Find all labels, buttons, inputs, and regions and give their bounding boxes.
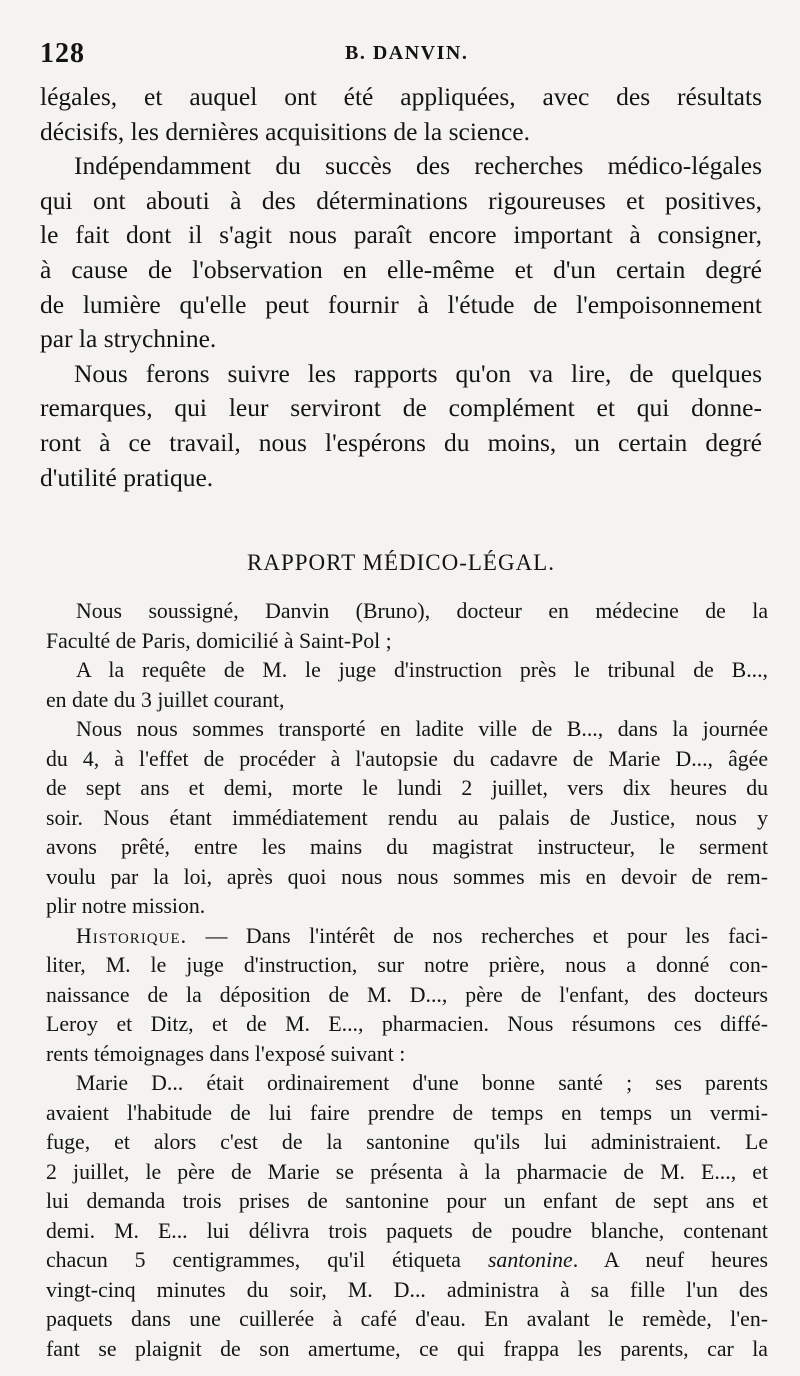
text-fragment: . A neuf heures <box>572 1248 768 1272</box>
text-line: lui demanda trois prises de santonine pour un enfant de sept ans et <box>46 1189 768 1213</box>
text-line: de sept ans et demi, morte le lundi 2 juillet, vers dix heures du <box>46 776 768 800</box>
text-line: d'utilité pratique. <box>40 462 214 492</box>
text-line: plir notre mission. <box>46 894 206 918</box>
text-line: 2 juillet, le père de Marie se présenta à la pharmacie de M. E..., et <box>46 1159 768 1184</box>
text-line: fuge, et alors c'est de la santonine qu'ils lui administraient. Le <box>46 1130 768 1154</box>
text-line: avaient l'habitude de lui faire prendre de temps en temps un vermi- <box>46 1100 768 1125</box>
text-line: Leroy et Ditz, et de M. E..., pharmacien. Nous résumons ces diffé- <box>46 1012 768 1036</box>
text-line: naissance de la déposition de M. D..., père de l'enfant, des docteurs <box>46 982 768 1007</box>
italic-word: santonine <box>487 1248 573 1272</box>
text-line: fant se plaignit de son amertume, ce qui frappa les parents, car la <box>46 1336 768 1361</box>
page-header <box>40 38 780 78</box>
text-line: rents témoignages dans l'exposé suivant : <box>46 1041 406 1066</box>
text-line: Marie D... était ordinairement d'une bonne santé ; ses parents <box>76 1071 768 1095</box>
text-line: décisifs, les dernières acquisitions de la science. <box>40 116 530 146</box>
text-line: liter, M. le juge d'instruction, sur notre prière, nous a donné con- <box>46 953 768 977</box>
text-line: le fait dont il s'agit nous paraît encore important à consigner, <box>40 220 762 250</box>
text-fragment: chacun 5 centigrammes, qu'il étiqueta <box>46 1248 488 1272</box>
text-line: Nous nous sommes transporté en ladite ville de B..., dans la journée <box>76 717 768 741</box>
text-line: Faculté de Paris, domicilié à Saint-Pol ; <box>46 628 392 653</box>
text-line: ront à ce travail, nous l'espérons du moins, un certain degré <box>40 427 762 457</box>
section-title: RAPPORT MÉDICO-LÉGAL. <box>247 550 555 575</box>
text-line: remarques, qui leur serviront de complément et qui donne- <box>40 393 762 423</box>
historique-label: Historique. <box>76 923 188 948</box>
text-line: du 4, à l'effet de procéder à l'autopsie du cadavre de Marie D..., âgée <box>46 746 768 771</box>
text-line: en date du 3 juillet courant, <box>46 687 285 712</box>
text-line: qui ont abouti à des déterminations rigoureuses et positives, <box>40 185 762 215</box>
page-number: 128 <box>40 38 85 69</box>
text-line: vingt-cinq minutes du soir, M. D... administra à sa fille l'un des <box>46 1277 768 1302</box>
text-line: Nous ferons suivre les rapports qu'on va lire, de quelques <box>74 358 762 388</box>
text-line: A la requête de M. le juge d'instruction près le tribunal de B..., <box>76 658 768 682</box>
historique-line <box>46 922 768 952</box>
text-line: Indépendamment du succès des recherches médico-légales <box>74 151 762 181</box>
text-line: légales, et auquel ont été appliquées, avec des résultats <box>40 82 762 111</box>
text-fragment: — Dans l'intérêt de nos recherches et pour les faci- <box>187 923 768 948</box>
text-line: soir. Nous étant immédiatement rendu au palais de Justice, nous y <box>46 805 768 830</box>
text-line: de lumière qu'elle peut fournir à l'étude de l'empoisonnement <box>40 289 762 319</box>
text-line: voulu par la loi, après quoi nous nous sommes mis en devoir de rem- <box>46 864 768 889</box>
text-line: demi. M. E... lui délivra trois paquets de poudre blanche, contenant <box>46 1218 768 1243</box>
text-line-with-italic <box>46 1246 768 1276</box>
running-head: B. DANVIN. <box>345 42 469 64</box>
text-line: par la strychnine. <box>40 324 217 354</box>
text-line: Nous soussigné, Danvin (Bruno), docteur en médecine de la <box>76 599 768 623</box>
text-line: avons prêté, entre les mains du magistrat instructeur, le serment <box>46 835 768 859</box>
report-text <box>46 597 768 1364</box>
text-line: paquets dans une cuillerée à café d'eau. En avalant le remède, l'en- <box>46 1307 768 1331</box>
introduction-text <box>40 80 762 495</box>
text-line: à cause de l'observation en elle-même et d'un certain degré <box>40 254 762 284</box>
